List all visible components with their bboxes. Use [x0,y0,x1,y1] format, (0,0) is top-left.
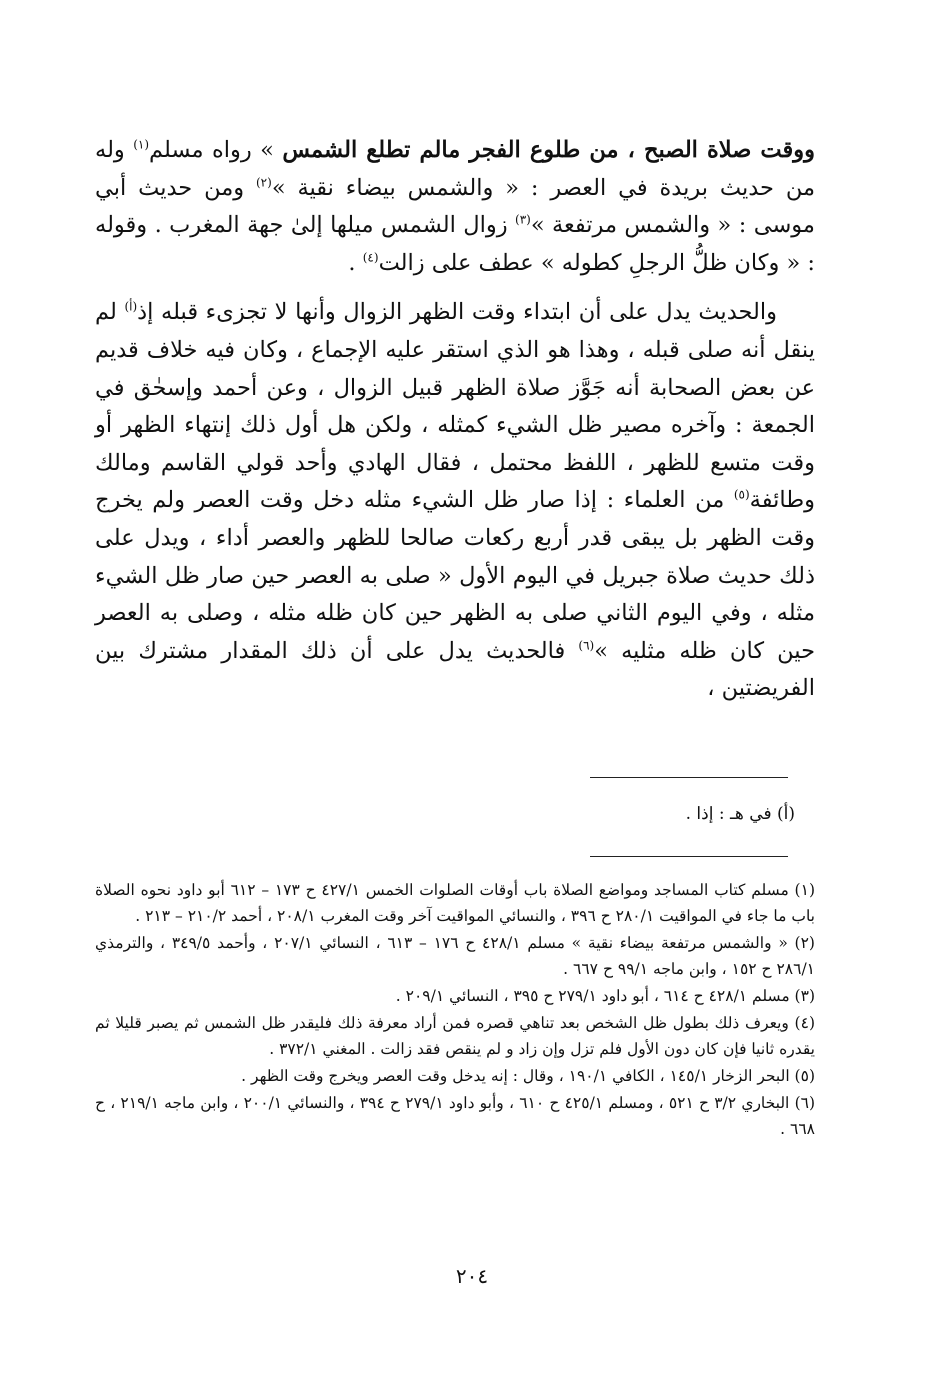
bold-lead: ووقت صلاة الصبح ، من طلوع الفجر مالم تطلع الشمس [282,137,816,163]
divider-rule [590,856,788,857]
margin-note: (أ) في هـ : إذا . [685,804,795,824]
text-span: . [348,249,363,276]
footnotes [95,877,815,1143]
footnote-ref: (١) [133,137,150,152]
text-span: » رواه مسلم [149,137,283,163]
text-span: والحديث يدل على أن ابتداء وقت الظهر الزوال وأنها لا تجزىء قبله إذ [137,299,777,326]
footnote-ref: (٤) [362,250,379,265]
paragraph-1 [95,132,815,282]
footnote-1: (١) مسلم كتاب المساجد ومواضع الصلاة باب أوقات الصلوات الخمس ٤٢٧/١ ح ١٧٣ – ٦١٢ أبو داود نحوه الصلاة باب ما جاء في المواقيت ٢٨٠/١ ح ٣٩٦ ، والنسائي المواقيت آخر وقت المغرب ٢٠٨/١ ، أحمد ٢١٠/٢ – ٢١٣ . [95,881,815,925]
footnote-ref: (٣) [515,212,531,227]
text-span: من العلماء : إذا صار ظل الشيء مثله دخل وقت العصر ولم يخرج وقت الظهر بل يبقى قدر أربع ركعات صالحا للظهر والعصر أداء ، ويدل على ذلك حديث صلاة جبريل في اليوم الأول « صلى به العصر حين صار ظل الشيء مثله ، وفي اليوم الثاني صلى به الظهر حين كان ظله مثله ، وصلى به العصر حين كان ظله مثليه » [95,487,815,664]
paragraph-2 [95,294,815,708]
footnote-6: (٦) البخاري ٣/٢ ح ٥٢١ ، ومسلم ٤٢٥/١ ح ٦١٠ ، وأبو داود ٢٧٩/١ ح ٣٩٤ ، والنسائي ٢٠٠/١ ، وابن ماجه ٢١٩/١ ، ح ٦٦٨ . [95,1094,816,1138]
footnote-5: (٥) البحر الزخار ١٤٥/١ ، الكافي ١٩٠/١ ، وقال : إنه يدخل وقت العصر ويخرج وقت الظهر . [241,1067,815,1085]
footnote-ref: (٥) [733,487,750,502]
text-span: لم ينقل أنه صلى قبله ، وهذا هو الذي استقر عليه الإجماع ، وكان فيه خلاف قديم عن بعض الصحابة أنه جَوَّز صلاة الظهر قبيل الزوال ، وعن أحمد وإسحٰق في الجمعة : وآخره مصير ظل الشيء كمثله ، ولكن هل أول ذلك إنتهاء الظهر أو وقت متسع للظهر ، اللفظ محتمل ، فقال الهادي وأحد قولي القاسم ومالك وطائفة [95,299,815,514]
divider-rule [590,777,788,778]
footnote-ref: (٦) [578,638,595,653]
footnote-ref: (٢) [255,175,272,190]
text-span: زوال الشمس ميلها إلىٰ جهة المغرب . وقوله : « وكان ظلُّ الرجلِ كطوله » عطف على زالت [95,212,815,276]
margin-note-ref: (أ) [124,299,138,314]
footnote-4: (٤) ويعرف ذلك بطول ظل الشخص بعد تناهي قصره فمن أراد معرفة ذلك فليقدر ظل الشمس ثم يصبر قليلا ثم يقدره ثانيا فإن كان دون الأول فلم تزل وإن زاد و لم ينقص فقد زالت . المغني ٣٧٢/١ . [95,1014,815,1058]
text-span: فالحديث يدل على أن ذلك المقدار مشترك بين الفريضتين ، [95,637,815,702]
text-span: ومن حديث أبي موسى : « والشمس مرتفعة » [95,174,815,239]
footnote-3: (٣) مسلم ٤٢٨/١ ح ٦١٤ ، أبو داود ٢٧٩/١ ح ٣٩٥ ، النسائي ٢٠٩/١ . [395,987,815,1005]
text-span: وله من حديث بريدة في العصر : « والشمس بيضاء نقية » [95,137,815,201]
page-number: ٢٠٤ [455,1264,489,1288]
main-text [95,132,815,708]
footnote-2: (٢) « والشمس مرتفعة بيضاء نقية » مسلم ٤٢٨/١ ح ١٧٦ – ٦١٣ ، النسائي ٢٠٧/١ ، وأحمد ٣٤٩/٥ ، والترمذي ٢٨٦/١ ح ١٥٢ ، وابن ماجه ٩٩/١ ح ٦٦٧ . [95,934,815,978]
